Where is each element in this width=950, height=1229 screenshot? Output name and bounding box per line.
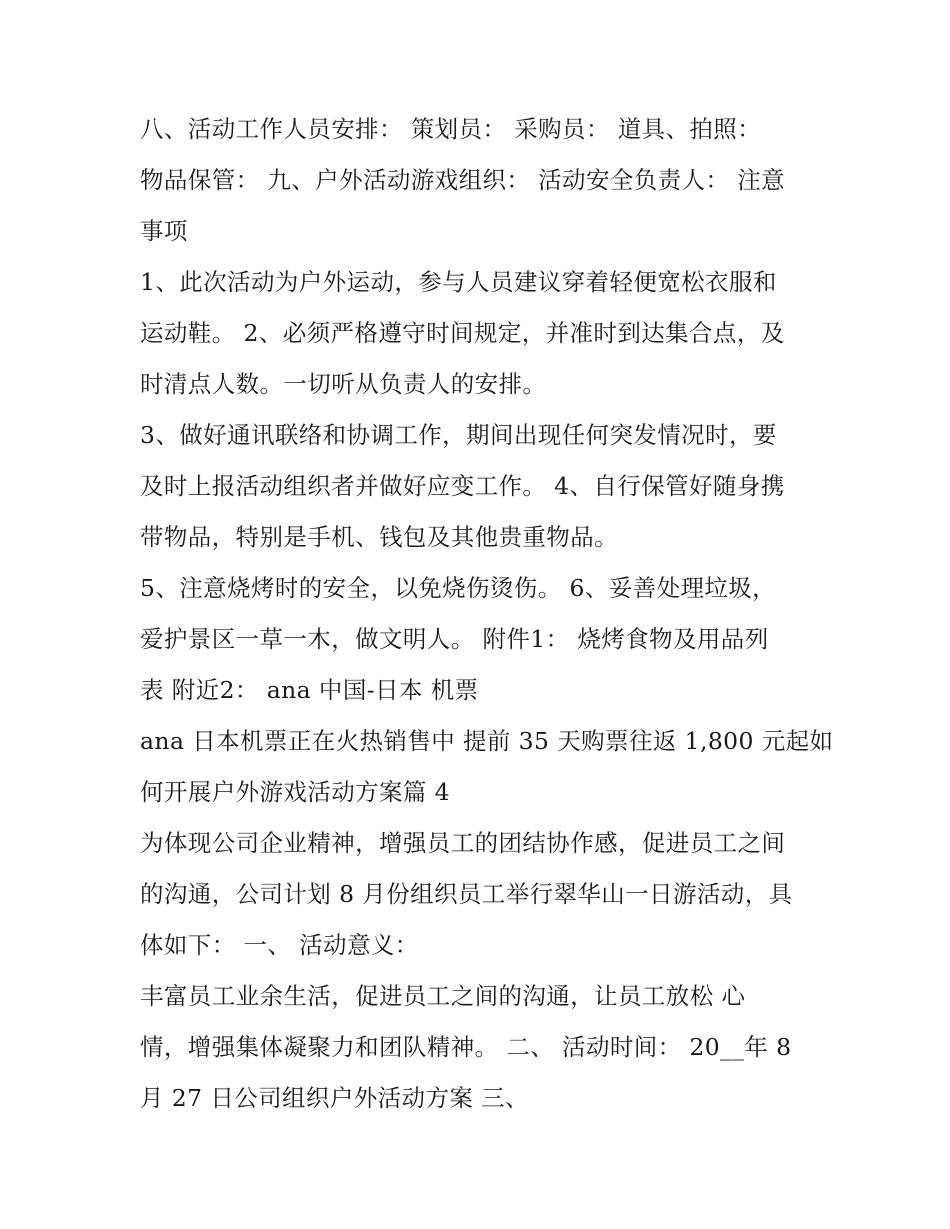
- text-line: 运动鞋。 2、必须严格遵守时间规定，并准时到达集合点，及: [140, 319, 785, 347]
- text-line: 爱护景区一草一木，做文明人。 附件1： 烧烤食物及用品列: [140, 625, 769, 653]
- text-line: 1、此次活动为户外运动，参与人员建议穿着轻便宽松衣服和: [140, 268, 777, 296]
- text-line: 事项: [140, 217, 188, 245]
- text-line: 体如下： 一、 活动意义：: [140, 931, 419, 959]
- text-line: 时清点人数。一切听从负责人的安排。: [140, 370, 547, 398]
- text-line: 的沟通，公司计划 8 月份组织员工举行翠华山一日游活动，具: [140, 880, 793, 908]
- text-line: 丰富员工业余生活，促进员工之间的沟通，让员工放松 心: [140, 982, 746, 1010]
- text-line: 情，增强集体凝聚力和团队精神。 二、 活动时间： 20__年 8: [140, 1033, 792, 1061]
- document-body: [140, 104, 834, 1124]
- text-line: 为体现公司企业精神，增强员工的团结协作感，促进员工之间: [140, 829, 786, 857]
- text-line: 表 附近2： ana 中国-日本 机票: [140, 676, 479, 704]
- text-line: 3、做好通讯联络和协调工作，期间出现任何突发情况时，要: [140, 421, 777, 449]
- text-line: 何开展户外游戏活动方案篇 4: [140, 778, 451, 806]
- text-line: 5、注意烧烤时的安全，以免烧伤烫伤。 6、妥善处理垃圾，: [140, 574, 777, 602]
- text-line: 物品保管： 九、户外活动游戏组织： 活动安全负责人： 注意: [140, 166, 786, 194]
- text-line: 月 27 日公司组织户外活动方案 三、: [140, 1084, 529, 1112]
- text-line: ana 日本机票正在火热销售中 提前 35 天购票往返 1,800 元起如: [140, 727, 834, 755]
- text-line: 及时上报活动组织者并做好应变工作。 4、自行保管好随身携: [140, 472, 785, 500]
- text-line: 八、活动工作人员安排： 策划员： 采购员： 道具、拍照：: [140, 115, 762, 143]
- text-line: 带物品，特别是手机、钱包及其他贵重物品。: [140, 523, 618, 551]
